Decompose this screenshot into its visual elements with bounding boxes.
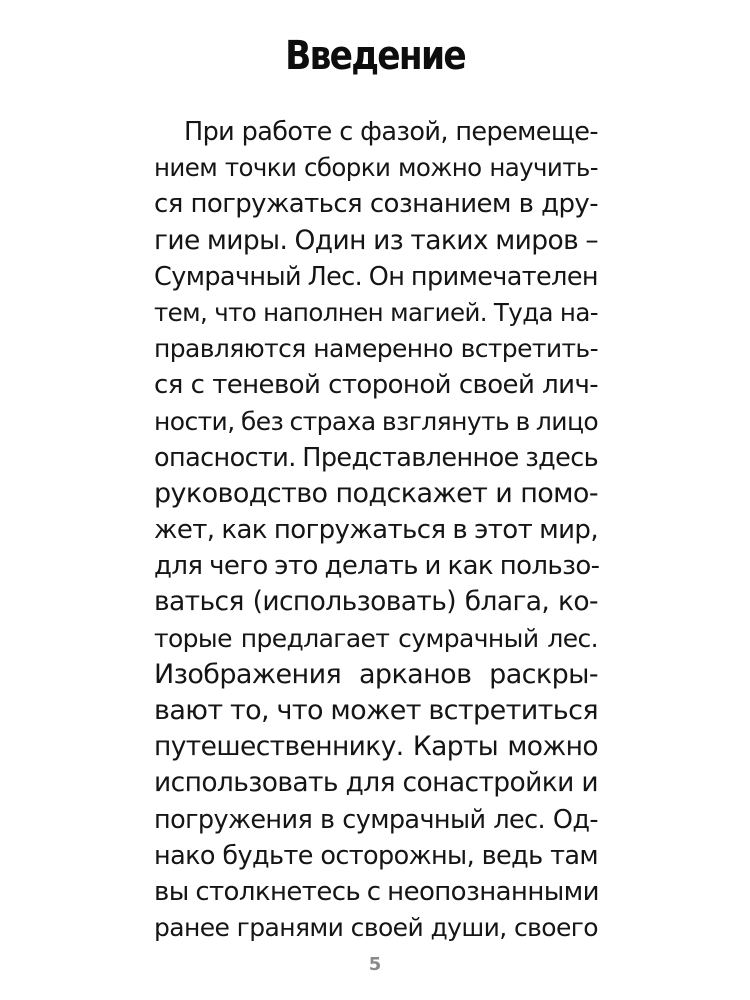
text-line: правляются намеренно встретить- (154, 334, 598, 364)
text-line: нако будьте осторожны, ведь там (154, 840, 598, 871)
text-line: ся с теневой стороной своей лич- (154, 370, 598, 401)
text-line: тем, что наполнен магией. Туда на- (154, 297, 598, 327)
text-line: использовать для сонастройки и (154, 767, 598, 799)
text-line: ности, без страха взглянуть в лицо (154, 406, 599, 436)
text-line: погружения в сумрачный лес. Од- (154, 804, 598, 835)
text-line: опасности. Представленное здесь (154, 442, 599, 473)
text-line: гие миры. Один из таких миров – (154, 224, 598, 256)
text-line: Изображения арканов раскры- (154, 658, 598, 690)
body-text (154, 114, 598, 946)
text-line: руководство подскажет и помо- (154, 477, 598, 509)
text-line: жет, как погружаться в этот мир, (154, 515, 598, 546)
text-line: ранее гранями своей души, своего (154, 913, 598, 943)
text-line: ваться (использовать) блага, ко- (154, 586, 598, 618)
text-line: ся погружаться сознанием в дру- (154, 189, 598, 220)
text-line: вают то, что может встретиться (154, 695, 598, 726)
page-number: 5 (368, 954, 382, 975)
text-line: путешественнику. Карты можно (154, 731, 598, 763)
text-line: При работе с фазой, перемеще- (184, 117, 598, 147)
text-line: торые предлагает сумрачный лес. (154, 623, 598, 653)
page-title: Введение (285, 33, 465, 79)
text-line: Сумрачный Лес. Он примечателен (154, 261, 598, 292)
text-line: нием точки сборки можно научить- (154, 153, 598, 183)
text-line: вы столкнетесь с неопознанными (154, 876, 599, 907)
text-line: для чего это делать и как пользо- (154, 551, 600, 582)
